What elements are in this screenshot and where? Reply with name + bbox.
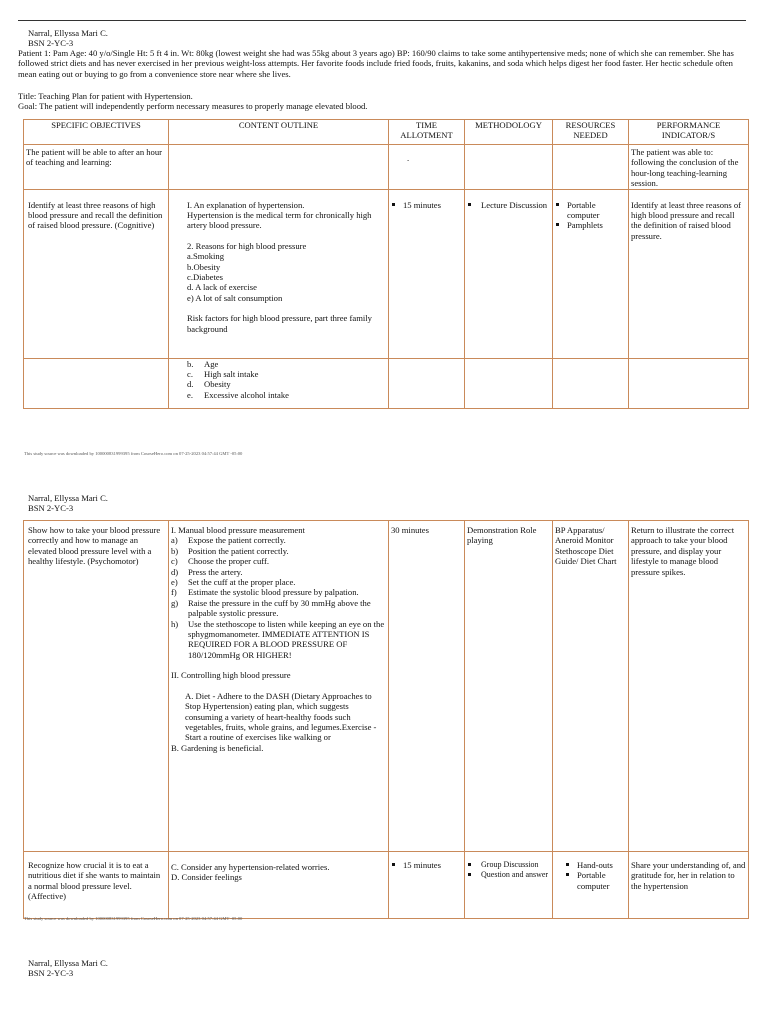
list-item: c.Diabetes [187,272,224,283]
teaching-plan-table [23,119,749,409]
content-line: I. An explanation of hypertension. [187,199,305,210]
list-item: g) Raise the pressure in the cuff by 30 mmHg above the palpable systolic pressure. [171,597,371,619]
indicator-cell [629,358,749,408]
indicator-cell: The patient was able to: following the conclusion of the hour-long teaching-learning session. [629,145,749,190]
list-item: c. High salt intake [187,369,259,380]
list-item: a.Smoking [187,251,225,262]
download-footnote: This study source was downloaded by 100000831999395 from CourseHero.com on 07-25-2023 04:57:44 GMT -05:00 [24,451,243,456]
table-row [24,852,749,919]
content-line: A. Diet - Adhere to the DASH (Dietary Approaches to Stop Hypertension) eating plan, which suggests consuming a variety of heart-healthy foods such vegetables, fruits, whole grains, and legumes.Exercise - Start a routine of exercises like walking or [185,690,377,743]
indicator-cell: Return to illustrate the correct approach to take your blood pressure, and display your lifestyle to manage blood pressure spikes. [629,521,749,852]
time-cell: . [389,145,465,190]
content-line: D. Consider feelings [171,872,242,883]
resources-cell [553,358,629,408]
list-item: Portable computer [565,870,626,891]
content-cell [169,358,389,408]
list-item: b.Obesity [187,261,221,272]
list-item: b) Position the patient correctly. [171,545,289,556]
list-item: Question and answer [467,870,550,880]
content-line: C. Consider any hypertension-related worries. [171,862,330,872]
list-item: h) Use the stethoscope to listen while keeping an eye on the sphygmomanometer. IMMEDIATE ATTENTION IS REQUIRED FOR A BLOOD PRESSURE OF 180/120mmHg OR HIGHER! [171,618,385,660]
content-cell [169,189,389,358]
list-item: d. A lack of exercise [187,282,257,293]
list-item: Portable computer [555,200,626,221]
plan-goal: Goal: The patient will independently perform necessary measures to properly manage elevated blood. [18,101,368,111]
col-header: CONTENT OUTLINE [169,120,389,145]
resources-cell [553,145,629,190]
objective-cell [24,358,169,408]
list-item: 15 minutes [391,200,462,210]
content-line: B. Gardening is beneficial. [171,742,264,753]
list-item: d. Obesity [187,379,231,390]
table-row [24,145,749,190]
method-cell [465,189,553,358]
resources-cell [553,189,629,358]
time-cell [389,358,465,408]
list-item: e) A lot of salt consumption [187,292,283,303]
method-cell [465,145,553,190]
resources-cell: BP Apparatus/ Aneroid Monitor Stethoscope Diet Guide/ Diet Chart [553,521,629,852]
list-item: Pamphlets [555,220,626,230]
objective-cell: The patient will be able to after an hour of teaching and learning: [24,145,169,190]
objective-cell: Identify at least three reasons of high blood pressure and recall the definition of raised blood pressure. (Cognitive) [24,189,169,358]
content-line: Hypertension is the medical term for chronically high artery blood pressure. [187,210,372,231]
list-item: e) Set the cuff at the proper place. [171,577,296,588]
list-item: d) Press the artery. [171,566,243,577]
col-header: PERFORMANCE INDICATOR/S [629,120,749,145]
table-row [24,521,749,852]
list-item: e. Excessive alcohol intake [187,389,289,400]
student-name: Narral, Ellyssa Mari C. [28,28,108,38]
content-cell [169,145,389,190]
method-cell [465,852,553,919]
student-name: Narral, Ellyssa Mari C. [28,493,108,503]
resources-cell [553,852,629,919]
list-item: a) Expose the patient correctly. [171,535,286,546]
student-section: BSN 2-YC-3 [28,38,74,48]
col-header: METHODOLOGY [465,120,553,145]
content-cell [169,521,389,852]
plan-title: Title: Teaching Plan for patient with Hypertension. [18,91,193,101]
time-cell [389,189,465,358]
col-header: TIME ALLOTMENT [389,120,465,145]
table-row [24,358,749,408]
col-header: SPECIFIC OBJECTIVES [24,120,169,145]
list-item: Group Discussion [467,860,550,870]
list-item: f) Estimate the systolic blood pressure by palpation. [171,587,359,598]
time-cell [389,852,465,919]
content-line: Risk factors for high blood pressure, part three family background [187,313,372,334]
student-section: BSN 2-YC-3 [28,503,74,513]
list-item: c) Choose the proper cuff. [171,556,269,567]
content-line: 2. Reasons for high blood pressure [187,240,307,251]
list-item: Lecture Discussion [467,200,550,210]
objective-cell: Recognize how crucial it is to eat a nutritious diet if she wants to maintain a normal blood pressure level. (Affective) [24,852,169,919]
objective-cell: Show how to take your blood pressure correctly and how to manage an elevated blood pressure level with a healthy lifestyle. (Psychomotor) [24,521,169,852]
content-cell [169,852,389,919]
top-rule [18,20,746,21]
student-section: BSN 2-YC-3 [28,968,74,978]
col-header: RESOURCES NEEDED [553,120,629,145]
list-item: 15 minutes [391,860,462,870]
content-line: II. Controlling high blood pressure [171,670,291,681]
download-footnote: This study source was downloaded by 100000831999395 from CourseHero.com on 07-25-2023 04:57:44 GMT -05:00 [24,916,243,921]
method-cell [465,358,553,408]
indicator-cell: Identify at least three reasons of high blood pressure and recall the definition of raised blood pressure. [629,189,749,358]
time-cell: 30 minutes [389,521,465,852]
method-cell: Demonstration Role playing [465,521,553,852]
list-item: Hand-outs [565,860,626,870]
list-item: b. Age [187,358,219,369]
patient-description: Patient 1: Pam Age: 40 y/o/Single Ht: 5 ft 4 in. Wt: 80kg (lowest weight she had was 55kg about 3 years ago) BP: 160/90 claims to take some antihypertensive meds; none of which she can remember. She has followed strict diets and has never exercised in her previous weight-loss attempts. Her favorite foods include fried foods, fruits, kakanins, and soda which helps digest her food faster. Her hectic schedule often mean eating out or buying to go from a convenience store near where she lives. [18,48,734,79]
table-row [24,189,749,358]
indicator-cell: Share your understanding of, and gratitude for, her in relation to the hypertension [629,852,749,919]
teaching-plan-table-continued [23,520,749,919]
student-name: Narral, Ellyssa Mari C. [28,958,108,968]
table-header-row [24,120,749,145]
content-line: I. Manual blood pressure measurement [171,525,305,535]
